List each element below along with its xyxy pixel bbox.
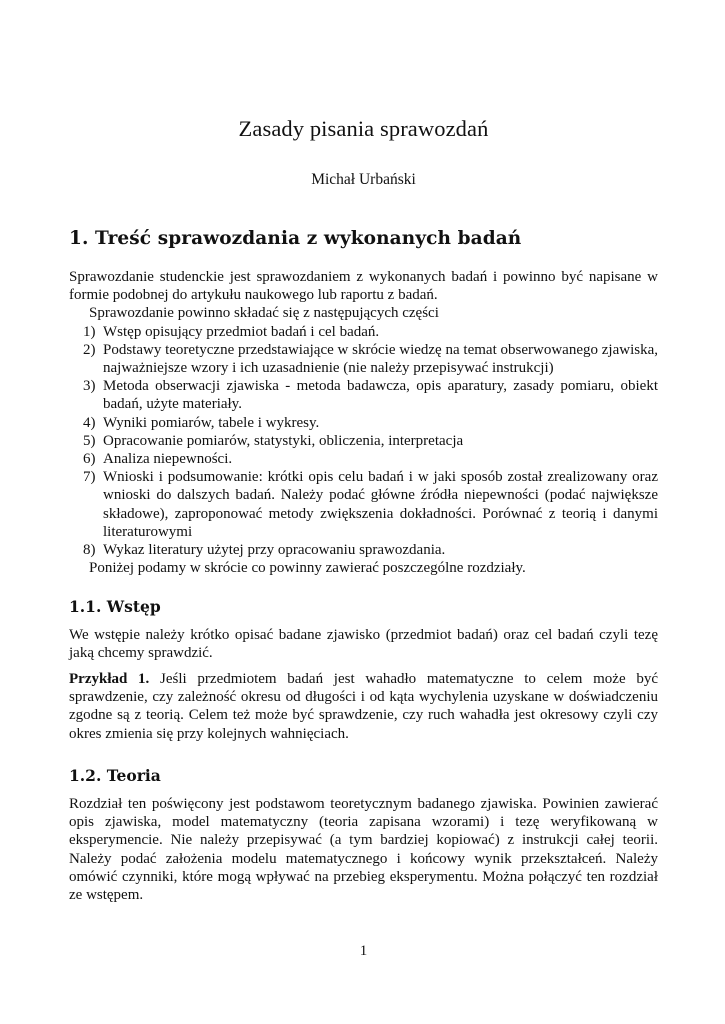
- example-label: Przykład 1.: [69, 671, 150, 687]
- list-item: [69, 377, 658, 413]
- list-item: [69, 432, 658, 450]
- section-1-2-text: Rozdział ten poświęcony jest podstawom teoretycznym badanego zjawiska. Powinien zawierać opis zjawiska, model matematyczny (teoria zapisana wzorami) i tezę weryfikowaną w eksperymencie. Nie należy przepisywać (a tym bardziej kopiować) z instrukcji całej teorii. Należy podać założenia modelu matematycznego i końcowy wynik przekształceń. Należy omówić czynniki, które mogą wpływać na przebieg eksperymentu. Można połączyć ten rozdział ze wstępem.: [69, 796, 658, 904]
- section-1-2-body: [69, 795, 658, 904]
- list-item-number: 3): [83, 378, 96, 395]
- list-item: [69, 341, 658, 377]
- example-text: Jeśli przedmiotem badań jest wahadło matematyczne to celem może być sprawdzenie, czy zależność okresu od długości i od kąta wychylenia uzyskane w doświadczeniu zgodne są z teorią. Celem też może być sprawdzenie, czy ruch wahadła jest okresowy czyli czy okres zmienia się przy kolejnych wahnięciach.: [69, 671, 658, 742]
- document-title: Zasady pisania sprawozdań: [238, 116, 489, 141]
- list-item-number: 6): [83, 451, 96, 468]
- list-item-text: Podstawy teoretyczne przedstawiające w skrócie wiedzę na temat obserwowanego zjawiska, najważniejsze wzory i ich uzasadnienie (nie należy przepisywać instrukcji): [103, 341, 658, 377]
- section-1-body: [69, 268, 658, 577]
- list-item-text: Metoda obserwacji zjawiska - metoda badawcza, opis aparatury, zasady pomiaru, obiekt badań, użyte materiały.: [103, 378, 658, 413]
- section-1-parts-intro: Sprawozdanie powinno składać się z następujących części: [89, 305, 439, 322]
- section-1-1-body: [69, 626, 658, 662]
- parts-list: [69, 323, 658, 560]
- section-1-outro: Poniżej podamy w skrócie co powinny zawierać poszczególne rozdziały.: [89, 560, 526, 577]
- list-item: [69, 323, 658, 341]
- list-item-number: 2): [83, 341, 96, 358]
- list-item-number: 1): [83, 323, 96, 340]
- example-1: [69, 670, 658, 743]
- list-item-number: 5): [83, 432, 96, 449]
- list-item: [69, 414, 658, 432]
- list-item: [69, 450, 658, 468]
- section-1-intro: Sprawozdanie studenckie jest sprawozdaniem z wykonanych badań i powinno być napisane w formie podobnej do artykułu naukowego lub raportu z badań.: [69, 269, 658, 304]
- list-item-text: Wykaz literatury użytej przy opracowaniu sprawozdania.: [103, 542, 446, 559]
- list-item-text: Wyniki pomiarów, tabele i wykresy.: [103, 414, 320, 431]
- section-1-heading: 1. Treść sprawozdania z wykonanych badań: [69, 228, 522, 249]
- list-item-text: Wnioski i podsumowanie: krótki opis celu badań i w jaki sposób został zrealizowany oraz wnioski do dalszych badań. Należy podać główne źródła niepewności (podać największe składowe), zaproponować metody zwiększenia dokładności. Porównać z teorią i danymi literaturowymi: [103, 469, 658, 540]
- list-item-number: 8): [83, 542, 96, 559]
- list-item-text: Wstęp opisujący przedmiot badań i cel badań.: [103, 323, 380, 340]
- list-item-number: 7): [83, 469, 96, 486]
- list-item-text: Analiza niepewności.: [103, 451, 233, 468]
- list-item-number: 4): [83, 414, 96, 431]
- page-number: 1: [359, 943, 368, 959]
- document-author: Michał Urbański: [311, 171, 416, 188]
- section-1-1-heading: 1.1. Wstęp: [69, 597, 161, 616]
- list-item: [69, 468, 658, 541]
- list-item-text: Opracowanie pomiarów, statystyki, obliczenia, interpretacja: [103, 432, 464, 449]
- list-item: [69, 541, 658, 559]
- section-1-1-text: We wstępie należy krótko opisać badane zjawisko (przedmiot badań) oraz cel badań czyli tezę jaką chcemy sprawdzić.: [69, 627, 658, 662]
- section-1-2-heading: 1.2. Teoria: [69, 766, 161, 785]
